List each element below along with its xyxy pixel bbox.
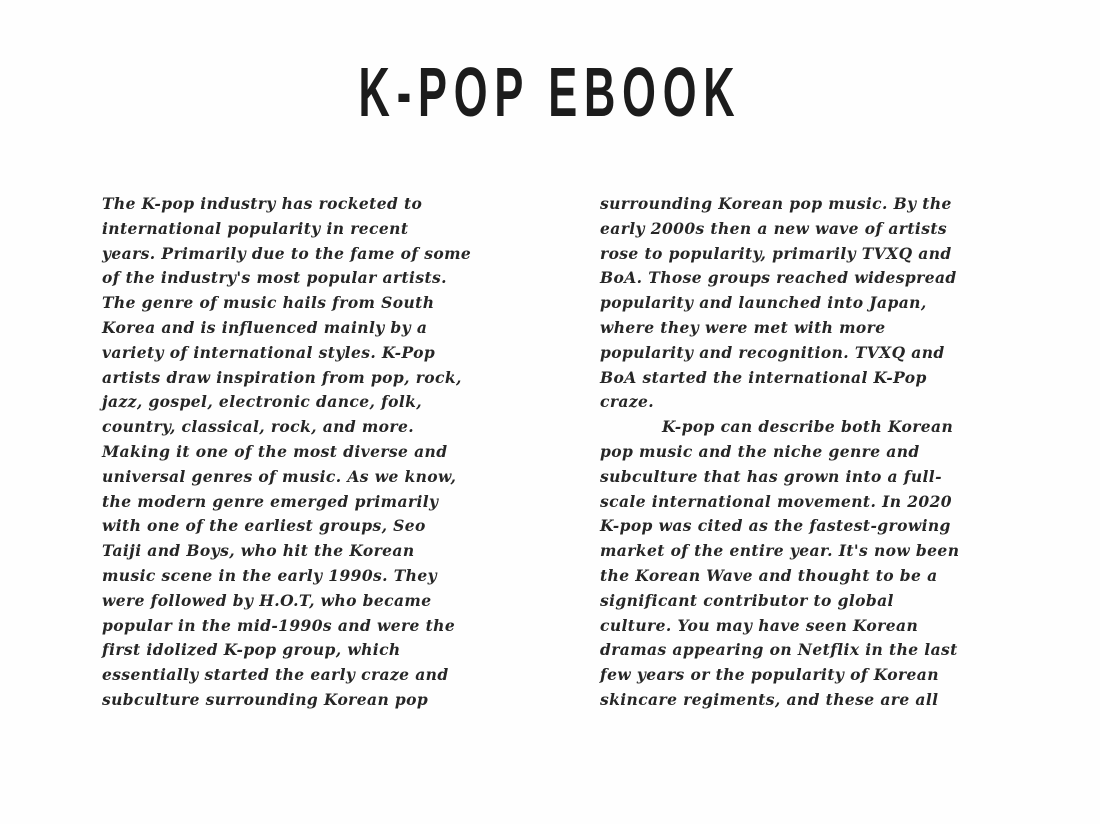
text-line: first idolized K-pop group, which xyxy=(102,640,401,660)
text-line: Making it one of the most diverse and xyxy=(102,441,448,461)
text-line: rose to popularity, primarily TVXQ and xyxy=(600,243,952,263)
text-line: surrounding Korean pop music. By the xyxy=(600,194,952,213)
text-column-right xyxy=(600,192,1000,713)
text-line: variety of international styles. K-Pop xyxy=(102,342,436,362)
text-line: craze. xyxy=(600,392,655,412)
text-line: music scene in the early 1990s. They xyxy=(102,565,438,585)
text-line: subculture that has grown into a full- xyxy=(600,466,942,486)
text-line: artists draw inspiration from pop, rock, xyxy=(102,367,462,387)
text-line: essentially started the early craze and xyxy=(102,665,449,685)
text-line: popularity and recognition. TVXQ and xyxy=(600,342,945,362)
text-line: years. Primarily due to the fame of some xyxy=(102,243,472,263)
text-line: the Korean Wave and thought to be a xyxy=(600,565,938,585)
text-line: few years or the popularity of Korean xyxy=(600,665,939,685)
text-line: significant contributor to global xyxy=(600,590,894,610)
text-line: dramas appearing on Netflix in the last xyxy=(600,640,958,660)
text-line: early 2000s then a new wave of artists xyxy=(600,218,948,238)
text-line: were followed by H.O.T, who became xyxy=(102,590,432,610)
text-line: the modern genre emerged primarily xyxy=(102,491,439,511)
text-line: BoA. Those groups reached widespread xyxy=(600,268,957,288)
text-line: country, classical, rock, and more. xyxy=(102,417,415,437)
text-line: K-pop was cited as the fastest-growing xyxy=(600,516,951,536)
text-line: The genre of music hails from South xyxy=(102,293,435,313)
text-line: culture. You may have seen Korean xyxy=(600,615,919,635)
text-line: pop music and the niche genre and xyxy=(600,441,920,461)
text-line: scale international movement. In 2020 xyxy=(600,491,952,511)
text-line: jazz, gospel, electronic dance, folk, xyxy=(102,392,423,412)
text-line: BoA started the international K-Pop xyxy=(600,367,927,387)
text-line: of the industry's most popular artists. xyxy=(102,268,447,288)
text-line: Korea and is influenced mainly by a xyxy=(102,317,428,337)
text-line: skincare regiments, and these are all xyxy=(600,689,939,709)
text-line: Taiji and Boys, who hit the Korean xyxy=(102,541,415,561)
text-line: international popularity in recent xyxy=(102,218,409,238)
text-line: subculture surrounding Korean pop xyxy=(102,689,429,709)
text-line: universal genres of music. As we know, xyxy=(102,466,457,486)
text-line: where they were met with more xyxy=(600,317,886,337)
text-line: with one of the earliest groups, Seo xyxy=(102,516,426,536)
text-line: market of the entire year. It's now been xyxy=(600,541,960,561)
text-line: popularity and launched into Japan, xyxy=(600,293,927,313)
text-column-left xyxy=(102,192,502,713)
page-title: K-POP EBOOK xyxy=(358,53,742,131)
paragraph-start-line: K-pop can describe both Korean xyxy=(662,417,954,437)
text-line: popular in the mid-1990s and were the xyxy=(102,615,456,635)
text-line: The K-pop industry has rocketed to xyxy=(102,194,423,213)
